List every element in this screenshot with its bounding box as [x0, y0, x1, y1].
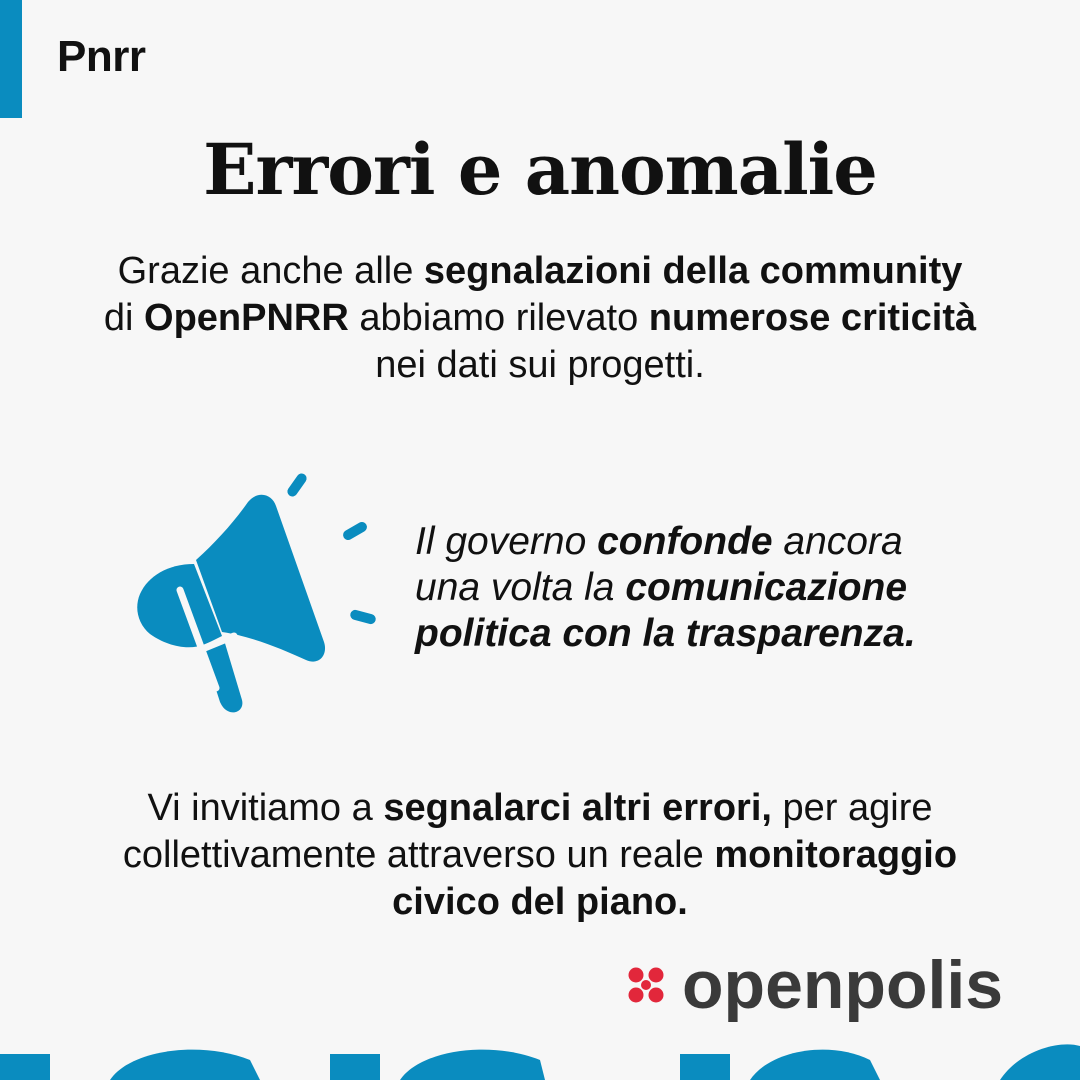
category-label: Pnrr	[57, 32, 146, 81]
openpolis-logo-text: openpolis	[682, 947, 1004, 1023]
openpolis-logo	[622, 945, 1042, 1025]
intro-paragraph	[0, 248, 1080, 389]
megaphone-icon	[130, 460, 400, 720]
openpolis-logo-mark-icon	[626, 965, 666, 1005]
outro-line-2: collettivamente attraverso un reale monitoraggio	[122, 834, 958, 876]
bottom-decoration	[0, 1040, 1080, 1080]
intro-line-1: Grazie anche alle segnalazioni della community	[117, 250, 963, 292]
quote-line-1: Il governo confonde ancora	[415, 520, 903, 563]
intro-line-3: nei dati sui progetti.	[375, 344, 705, 386]
quote-line-2: una volta la comunicazione	[415, 566, 908, 609]
outro-line-1: Vi invitiamo a segnalarci altri errori, per agire	[147, 787, 933, 829]
quote-text	[415, 519, 1015, 657]
page-title: Errori e anomalie	[203, 128, 877, 211]
quote-line-3: politica con la trasparenza.	[415, 612, 916, 655]
intro-line-2: di OpenPNRR abbiamo rilevato numerose criticità	[103, 297, 977, 339]
accent-bar	[0, 0, 22, 118]
outro-paragraph	[0, 785, 1080, 926]
outro-line-3: civico del piano.	[392, 881, 688, 923]
